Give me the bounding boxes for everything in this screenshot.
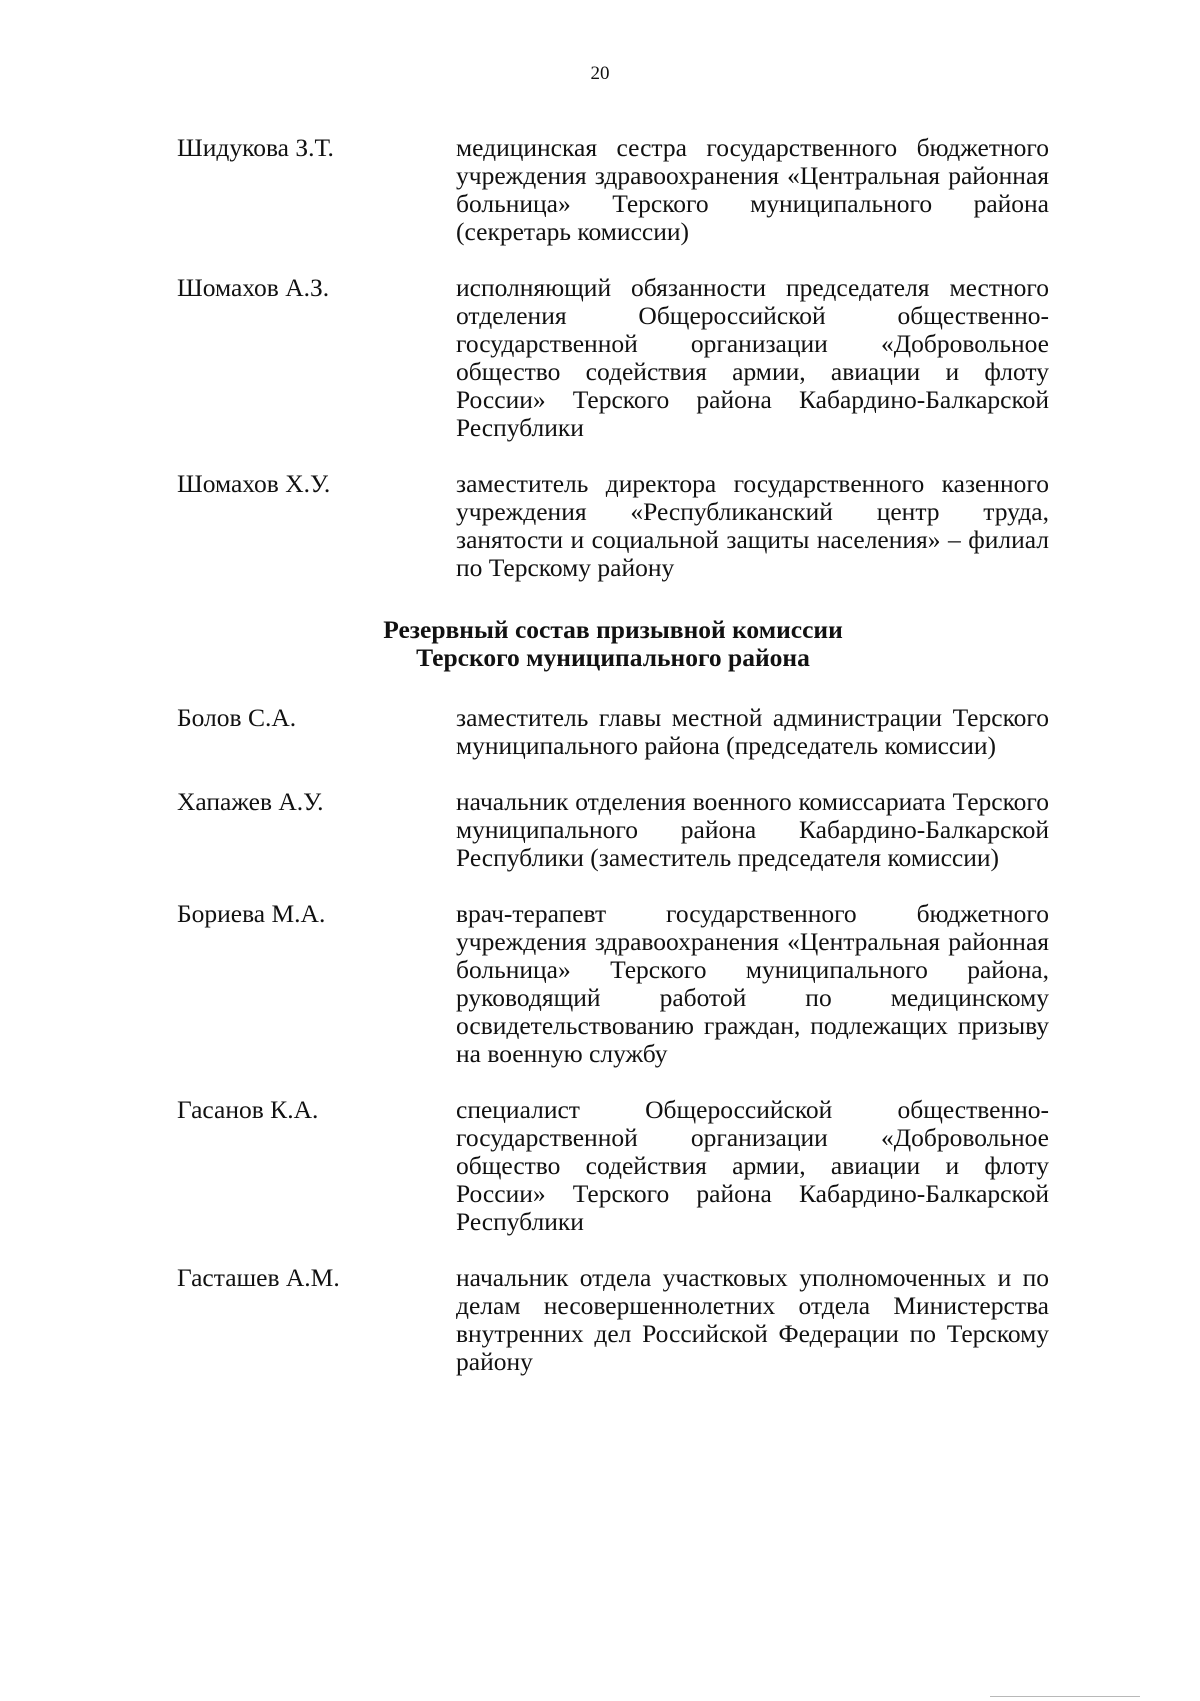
scan-artifact-line [990,1696,1140,1697]
member-position: заместитель главы местной администрации Терского муниципального района (председатель комиссии) [456,703,1049,760]
member-position: заместитель директора государственного казенного учреждения «Республиканский центр труда, занятости и социальной защиты населения» – филиал по Терскому району [456,469,1049,582]
reserve-member-entry [177,788,1049,872]
member-position: начальник отделения военного комиссариата Терского муниципального района Кабардино-Балкарской Республики (заместитель председателя комиссии) [456,787,1049,872]
member-name: Хапажев А.У. [177,787,324,816]
member-name: Бориева М.А. [177,899,326,928]
reserve-heading-line-1: Резервный состав призывной комиссии [383,615,843,644]
reserve-member-entry [177,900,1049,1068]
member-name: Шидукова З.Т. [177,133,334,162]
document-body [177,134,1049,1404]
member-position: исполняющий обязанности председателя местного отделения Общероссийской общественно-государственной организации «Добровольное общество содействия армии, авиации и флоту России» Терского района Кабардино-Балкарской Республики [456,273,1049,442]
member-name: Шомахов А.З. [177,273,330,302]
member-entry [177,274,1049,442]
member-entry [177,134,1049,246]
reserve-section-heading [177,616,1049,672]
reserve-member-entry [177,1264,1049,1376]
member-position: специалист Общероссийской общественно-государственной организации «Добровольное общество содействия армии, авиации и флоту России» Терского района Кабардино-Балкарской Республики [456,1095,1049,1236]
member-position: медицинская сестра государственного бюджетного учреждения здравоохранения «Центральная районная больница» Терского муниципального района (секретарь комиссии) [456,133,1049,246]
member-entry [177,470,1049,582]
member-name: Болов С.А. [177,703,297,732]
reserve-member-entry [177,704,1049,760]
page-number: 20 [590,63,610,84]
member-position: врач-терапевт государственного бюджетного учреждения здравоохранения «Центральная районная больница» Терского муниципального района, руководящий работой по медицинскому освидетельствованию граждан, подлежащих призыву на военную службу [456,899,1049,1068]
member-name: Шомахов Х.У. [177,469,331,498]
reserve-member-entry [177,1096,1049,1236]
reserve-heading-line-2: Терского муниципального района [416,643,810,672]
member-position: начальник отдела участковых уполномоченных и по делам несовершеннолетних отдела Министерства внутренних дел Российской Федерации по Терскому району [456,1263,1049,1376]
member-name: Гасанов К.А. [177,1095,319,1124]
member-name: Гасташев А.М. [177,1263,340,1292]
